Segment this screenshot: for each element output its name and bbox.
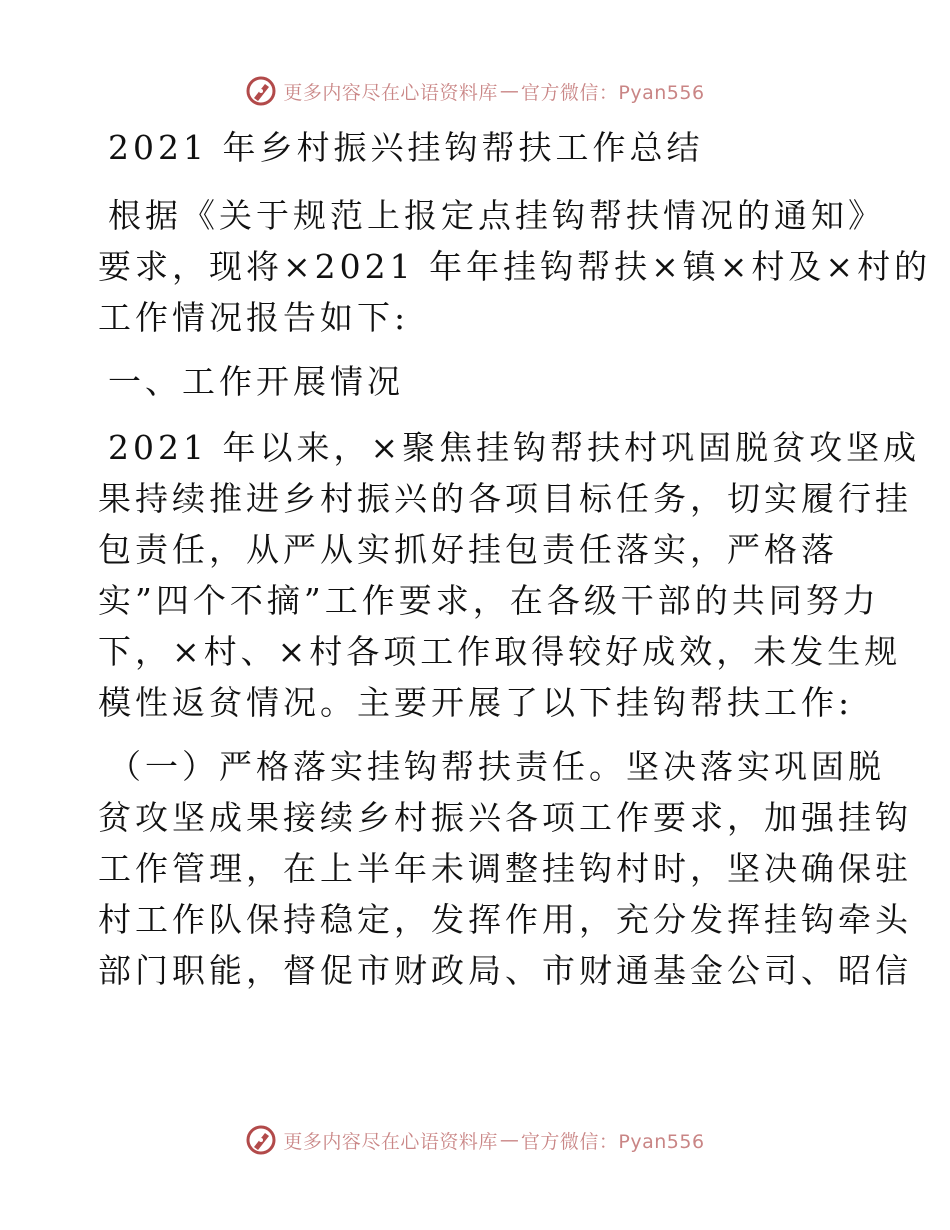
watermark-text: 更多内容尽在心语资料库 xyxy=(283,81,498,104)
section-paragraph xyxy=(98,422,921,728)
text-line: 下，×村、×村各项工作取得较好成效，未发生规 xyxy=(98,632,902,671)
document-body xyxy=(98,122,932,1009)
section-heading: 一、工作开展情况 xyxy=(108,362,404,401)
text-line: 要求，现将×2021 年年挂钩帮扶×镇×村及×村的 xyxy=(98,247,932,286)
watermark-contact: 官方微信：Pyan556 xyxy=(520,81,705,104)
watermark-dash: — xyxy=(499,1129,519,1151)
watermark-contact: 官方微信：Pyan556 xyxy=(520,1130,705,1153)
text-line: 包责任，从严从实抓好挂包责任落实，严格落 xyxy=(98,530,838,569)
watermark-footer xyxy=(0,1120,950,1160)
text-line: 部门职能，督促市财政局、市财通基金公司、昭信 xyxy=(98,951,912,990)
text-line: 2021 年以来，×聚焦挂钩帮扶村巩固脱贫攻坚成 xyxy=(108,428,921,467)
subsection-paragraph xyxy=(98,741,912,996)
intro-paragraph xyxy=(98,190,932,343)
text-line: 贫攻坚成果接续乡村振兴各项工作要求，加强挂钩 xyxy=(98,798,912,837)
text-line: 工作管理，在上半年未调整挂钩村时，坚决确保驻 xyxy=(98,849,912,888)
text-line: 实”四个不摘”工作要求，在各级干部的共同努力 xyxy=(98,581,880,620)
text-line: 模性返贫情况。主要开展了以下挂钩帮扶工作: xyxy=(98,683,854,722)
text-line: 村工作队保持稳定，发挥作用，充分发挥挂钩牵头 xyxy=(98,900,912,939)
document-title: 2021 年乡村振兴挂钩帮扶工作总结 xyxy=(108,128,704,167)
pen-circle-icon xyxy=(245,1124,277,1156)
text-line: 果持续推进乡村振兴的各项目标任务，切实履行挂 xyxy=(98,479,912,518)
watermark-header xyxy=(0,71,950,111)
watermark-text: 更多内容尽在心语资料库 xyxy=(283,1130,498,1153)
text-line: 工作情况报告如下: xyxy=(98,298,410,337)
text-line: 根据《关于规范上报定点挂钩帮扶情况的通知》 xyxy=(108,196,885,235)
watermark-dash: — xyxy=(499,80,519,102)
pen-circle-icon xyxy=(245,75,277,107)
text-line: （一）严格落实挂钩帮扶责任。坚决落实巩固脱 xyxy=(108,747,885,786)
